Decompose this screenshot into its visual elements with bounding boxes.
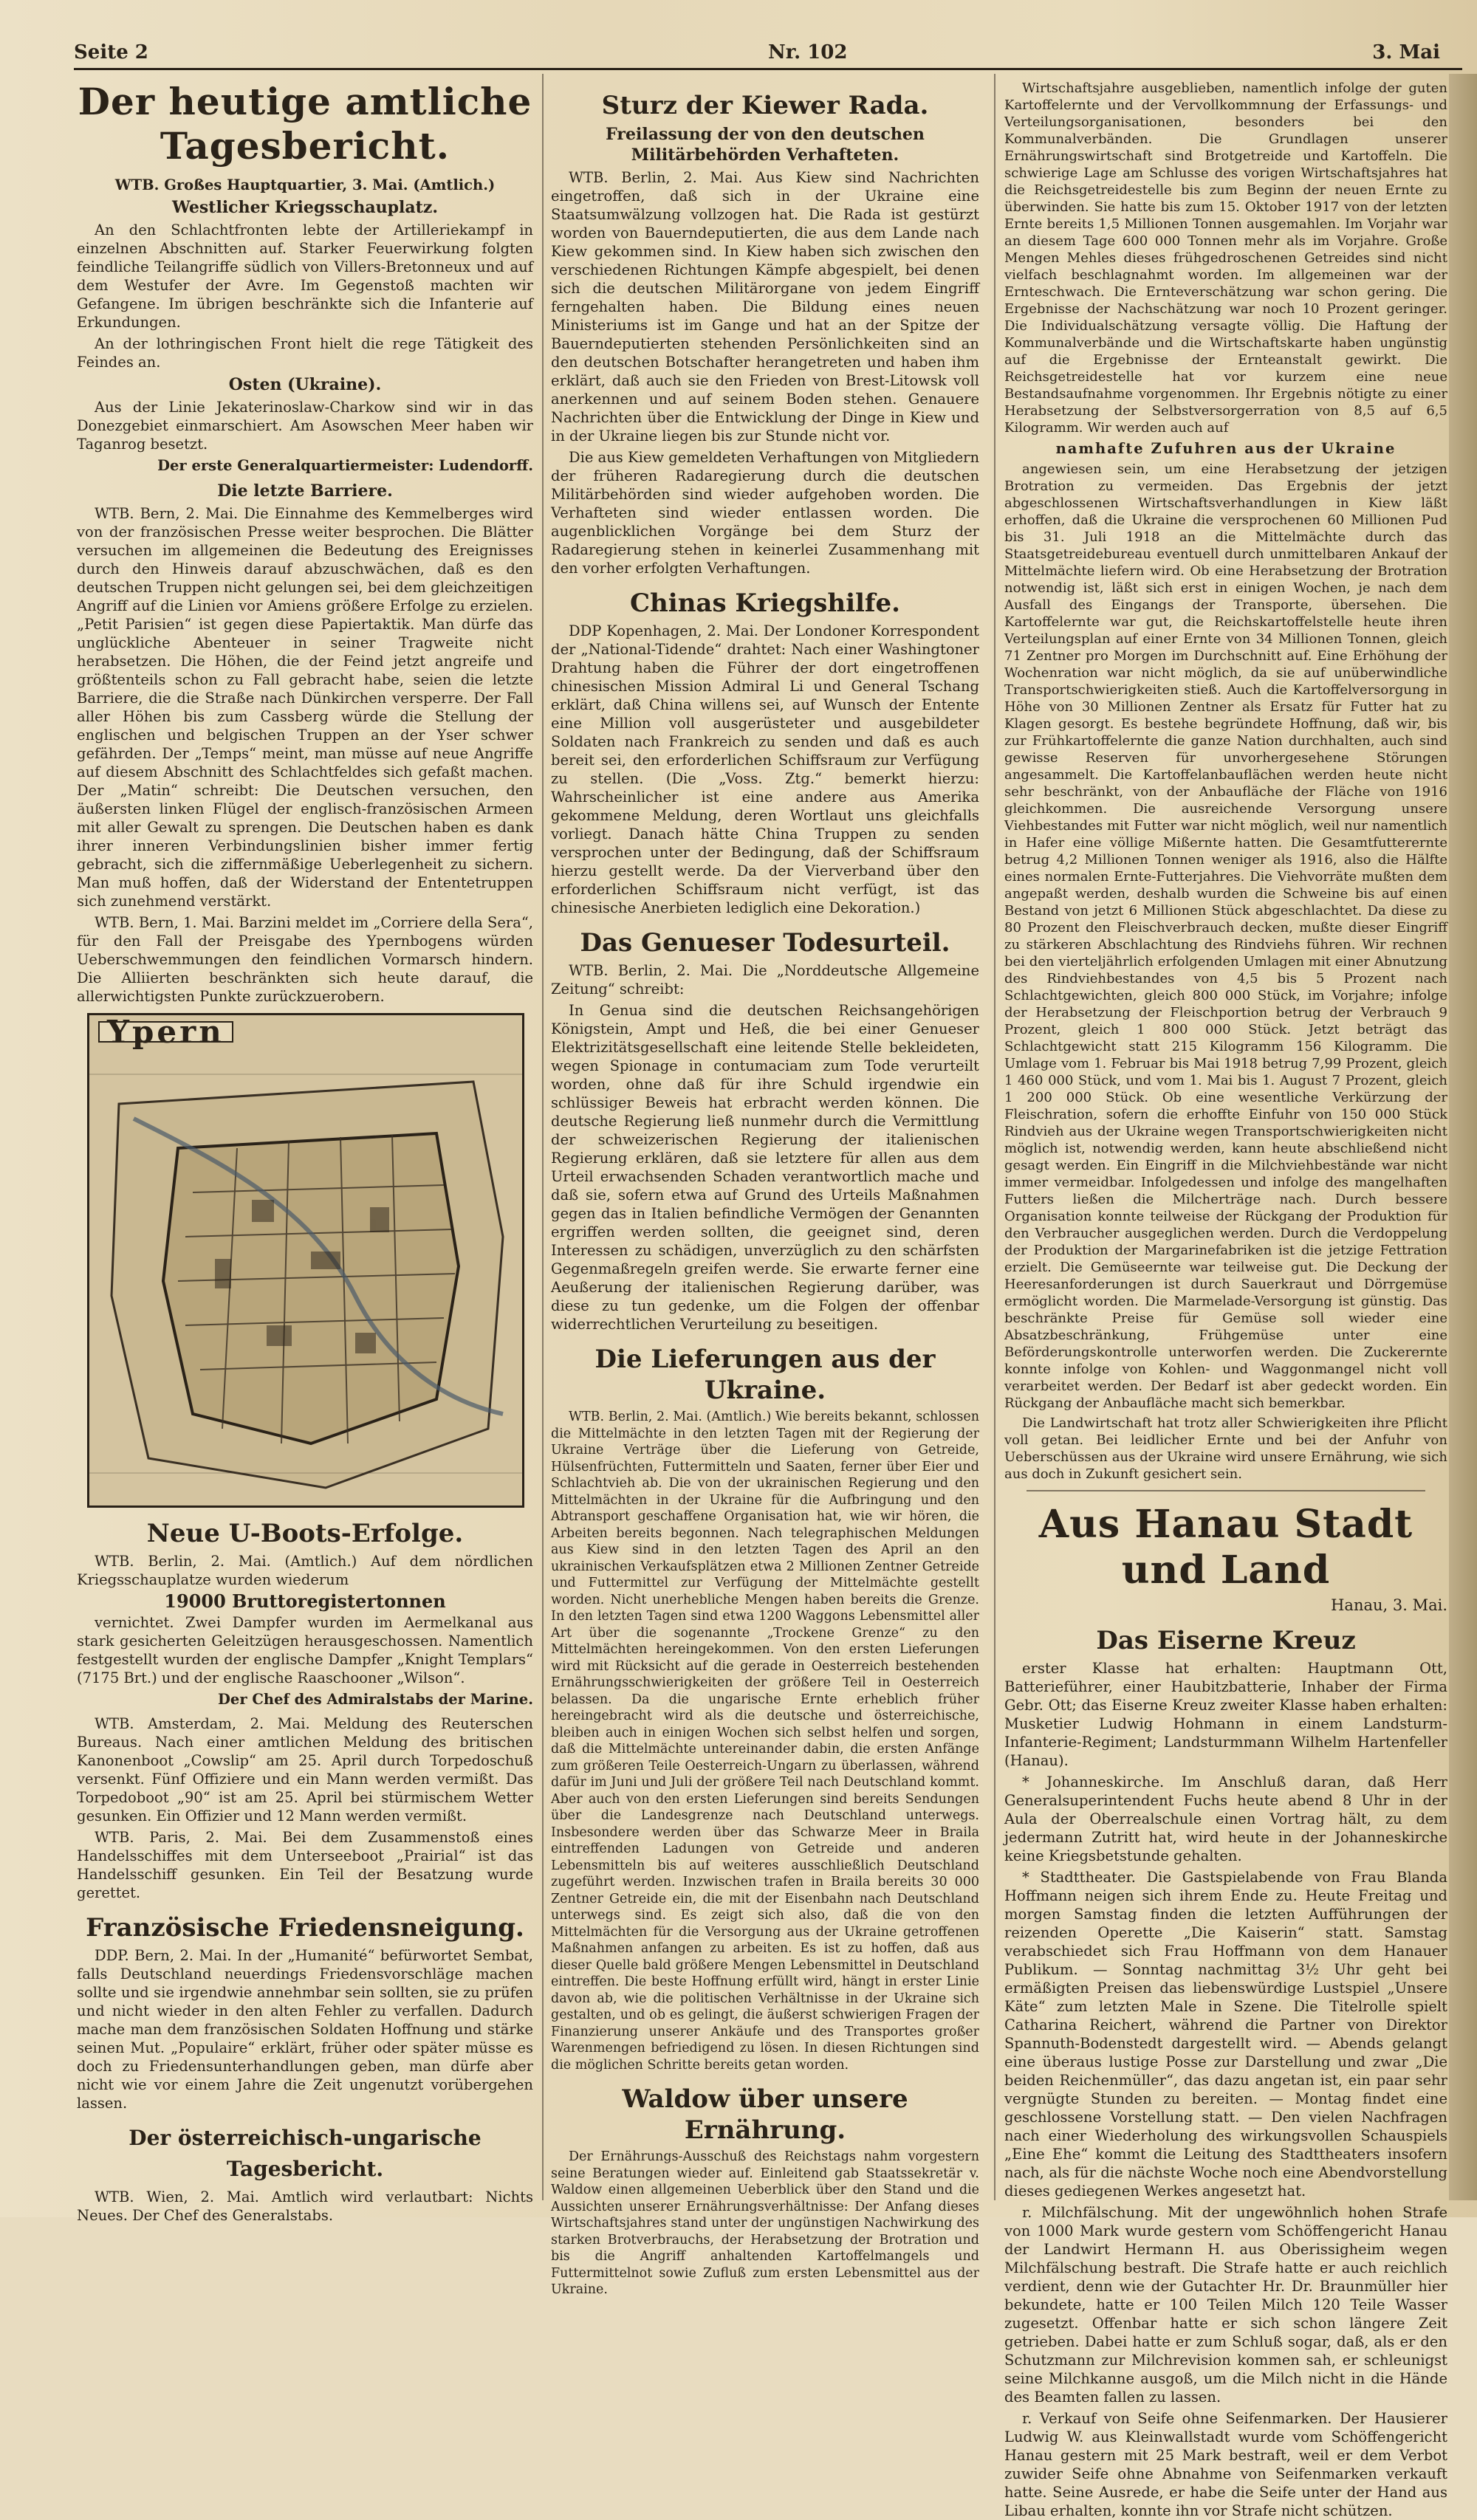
signature: Der erste Generalquartiermeister: Ludendorff. xyxy=(157,457,533,474)
article-text: WTB. Berlin, 2. Mai. Aus Kiew sind Nachrichten eingetroffen, daß sich in der Ukraine eine Staatsumwälzung vollzogen hat. Die Rada ist gestürzt worden von Bauerndeputierten, die aus dem Lande nach Kiew gekommen sind. In Kiew haben sich zwischen den verschiedenen Richtungen Kämpfe abgespielt, bei denen sich die deutschen Militärorgane von jedem Eingriff ferngehalten haben. Die Bildung eines neuen Ministeriums ist im Gange und hat an der Spitze der Bauerndeputierten stehenden Persönlichkeiten sind an den deutschen Botschafter herangetreten und haben ihm erklärt, daß auch sie den Frieden von Brest-Litowsk voll anerkennen und auf seinem Boden stehen. Genauere Nachrichten über die Entwicklung der Dinge in Kiew und in der Ukraine liegen bis zur Stunde nicht vor. xyxy=(551,169,979,444)
section-heading-west: Westlicher Kriegsschauplatz. xyxy=(172,198,438,217)
section-heading-barrier: Die letzte Barriere. xyxy=(217,481,393,501)
city-map-drawing xyxy=(89,1015,522,1506)
tonnage-highlight: 19000 Bruttoregistertonnen xyxy=(164,1590,446,1612)
article-text: WTB. Bern, 1. Mai. Barzini meldet im „Corriere della Sera“, für den Fall der Preisgabe des Ypernbogens würden Ueberschwemmungen den feindlichen Vormarsch hindern. Die Alliierten beschränkten sich heute darauf, die allerwichtigsten Punkte zurückzuerobern. xyxy=(77,914,533,1005)
local-news-title: Aus Hanau Stadt und Land xyxy=(1038,1502,1413,1593)
article-text: * Johanneskirche. Im Anschluß daran, daß Herr Generalsuperintendent Fuchs heute abend 8 Uhr in der Aula der Oberrealschule einen Vortrag hält, zu dem jedermann Zutritt hat, wird heute in der Johanneskirche keine Kriegsbetstunde gehalten. xyxy=(1004,1774,1447,1864)
map-title: Ypern xyxy=(98,1021,233,1043)
article-text: Wirtschaftsjahre ausgeblieben, namentlich infolge der guten Kartoffelernte und der Vervollkommnung der Erfassungs- und Verteilungsorganisationen, besonders bei den Kommunalverbänden. Die Grundlagen unserer Ernährungswirtschaft sind Brotgetreide und Kartoffeln. Die schwierige Lage am Schlusse des vorigen Wirtschaftsjahres hat die Reichsgetreidestelle bis zum Beginn der neuen Ernte zu überwinden. Sie hatte bis zum 15. Oktober 1917 von der letzten Ernte bereits 1,5 Millionen Tonnen ausgemahlen. Im Vorjahr war an diesem Tage 600 000 Tonnen mehr als im Vorjahre. Große Mengen Mehles dieses frühgedroschenen Getreides sind nicht vielfach beschlagnahmt worden. Im allgemeinen war der Ernteschwach. Die Ernteverschätzung war schon gering. Die Ergebnisse der Nachschätzung war noch 10 Prozent geringer. Die Individualschätzung versagte völlig. Die Haftung der Kommunalverbände und die Wirtschaftskarte haben ungünstig auf die Ergebnisse der Ernteanstalt gewirkt. Die Reichsgetreidestelle hat vor kurzem eine neue Bestandsaufnahme vorgenommen. Ihr Ergebnis nötigte zu einer Herabsetzung der Selbstversorgerration von 8,5 auf 6,5 Kilogramm. Wir werden auch auf xyxy=(1004,80,1447,436)
page-edge xyxy=(1449,74,1477,2200)
article-text: WTB. Berlin, 2. Mai. Die „Norddeutsche Allgemeine Zeitung“ schreibt: xyxy=(551,962,979,998)
article-text: In Genua sind die deutschen Reichsangehörigen Königstein, Ampt und Heß, die bei einer Genueser Elektrizitätsgesellschaft eine leitende Stelle bekleideten, wegen Spionage in contumaciam zum Tode verurteilt worden, ohne daß für ihre Schuld irgendwie ein schlüssiger Beweis hat erbracht werden können. Die deutsche Regierung ließ nunmehr durch die Vermittlung der schweizerischen Regierung der italienischen Regierung erklären, daß sie letztere für allen aus dem Urteil erwachsenden Schaden verantwortlich mache und daß sie, sofern etwa auf Grund des Urteils Maßnahmen gegen das in Italien befindliche Vermögen der Genannten ergriffen werden sollten, die geeignet sind, deren Interessen zu schädigen, unverzüglich zu den schärfsten Gegenmaßregeln greifen werde. Sie erwarte ferner eine Aeußerung der italienischen Regierung darüber, was diese zu tun gedenke, um die Folgen der offenbar widerrechtlichen Verurteilung zu beseitigen. xyxy=(551,1002,979,1333)
section-heading-china: Chinas Kriegshilfe. xyxy=(630,588,900,618)
section-heading-austria: Der österreichisch-ungarische Tagesbericht. xyxy=(128,2126,482,2181)
column-divider xyxy=(994,74,995,2200)
report-dateline: WTB. Großes Hauptquartier, 3. Mai. (Amtlich.) xyxy=(114,176,496,193)
article-text: vernichtet. Zwei Dampfer wurden im Aermelkanal aus stark gesicherten Geleitzügen herausgeschossen. Namentlich festgestellt wurden der englische Dampfer „Knight Templars“ (7175 Brt.) und der englische Raaschooner „Wilson“. xyxy=(77,1614,533,1686)
article-text: WTB. Paris, 2. Mai. Bei dem Zusammenstoß eines Handelsschiffes mit dem Unterseeboot „Prairial“ ist das Handelsschiff gesunken. Ein Teil der Besatzung wurde gerettet. xyxy=(77,1829,533,1901)
article-text: r. Milchfälschung. Mit der ungewöhnlich hohen Strafe von 1000 Mark wurde gestern vom Schöffengericht Hanau der Landwirt Hermann H. aus Oberissigheim wegen Milchfälschung bestraft. Die Strafe hatte er auch reichlich verdient, denn wie der Gutachter Hr. Dr. Braunmüller hier bekundete, hatte er 100 Teilen Milch 120 Teile Wasser zugesetzt. Offenbar hatte er sich schon längere Zeit getrieben. Dabei hatte er zum Schluß sogar, daß, als er den Schutzmann zur Milchrevision kommen sah, er schleunigst seine Milchkanne ausgoß, um die Milch nicht in die Hände des Beamten fallen zu lassen. xyxy=(1004,2204,1447,2406)
article-text: Aus der Linie Jekaterinoslaw-Charkow sind wir in das Donezgebiet einmarschiert. Am Asowschen Meer haben wir Taganrog besetzt. xyxy=(77,399,533,453)
emphasis-line: namhafte Zufuhren aus der Ukraine xyxy=(1055,440,1397,457)
section-heading-east: Osten (Ukraine). xyxy=(228,375,382,394)
column-divider xyxy=(542,74,544,2200)
section-heading-kreuz: Das Eiserne Kreuz xyxy=(1096,1626,1356,1655)
column-middle xyxy=(551,80,979,2297)
article-text: r. Verkauf von Seife ohne Seifenmarken. Der Hausierer Ludwig W. aus Kleinwallstadt wurde vom Schöffengericht Hanau gestern mit 25 Mark bestraft, weil er dem Verbot zuwider Seife ohne Abnahme von Seifenmarken verkauft hatte. Seine Ausrede, er habe die Seife unter der Hand aus Libau erhalten, konnte ihn vor Strafe nicht schützen. xyxy=(1004,2410,1447,2519)
article-text: An der lothringischen Front hielt die rege Tätigkeit des Feindes an. xyxy=(77,335,533,371)
issue-number: Nr. 102 xyxy=(768,41,848,63)
section-heading-ukraine: Die Lieferungen aus der Ukraine. xyxy=(594,1345,936,1405)
article-text: WTB. Amsterdam, 2. Mai. Meldung des Reuterschen Bureaus. Nach einer amtlichen Meldung des britischen Kanonenboot „Cowslip“ am 25. April durch Torpedoschuß versenkt. Fünf Offiziere und ein Mann werden vermißt. Das Torpedoboot „90“ ist am 25. April bei stürmischem Wetter gesunken. Ein Offizier und 12 Mann werden vermißt. xyxy=(77,1715,533,1824)
section-heading-peace: Französische Friedensneigung. xyxy=(86,1913,524,1943)
article-text: WTB. Bern, 2. Mai. Die Einnahme des Kemmelberges wird von der französischen Presse weiter besprochen. Die Blätter versuchen im allgemeinen die Bedeutung des Ereignisses durch den Hinweis darauf abzuschwächen, daß es den deutschen Truppen nicht gelungen sei, bei dem gleichzeitigen Angriff auf die Linien vor Amiens größere Erfolge zu erzielen. „Petit Parisien“ ist gegen diese Papiertaktik. Man dürfe das unglückliche Abenteuer in seiner Tragweite nicht herabsetzen. Die Höhen, die der Feind jetzt angreife und größtenteils schon zu Fall gebracht habe, seien die letzte Barriere, die die Straße nach Dünkirchen versperre. Der Fall aller Höhen bis zum Cassberg würde die Stellung der englischen und belgischen Truppen an der Yser schwer gefährden. Der „Temps“ meint, man müsse auf neue Angriffe auf diesem Abschnitt des Schlachtfeldes sich gefaßt machen. Der „Matin“ schreibt: Die Deutschen versuchen, den äußersten linken Flügel der englisch-französischen Armeen mit aller Gewalt zu sprengen. Die Deutschen haben es dank ihrer inneren Verbindungslinien bisher immer fertig gebracht, sich die ziffernmäßige Ueberlegenheit zu sichern. Man muß hoffen, daß der Widerstand der Ententetruppen sich zunehmend verstärkt. xyxy=(77,505,533,910)
page-header xyxy=(74,38,1462,70)
page-number: Seite 2 xyxy=(74,41,148,63)
article-text: WTB. Berlin, 2. Mai. (Amtlich.) Auf dem nördlichen Kriegsschauplatze wurden wiederum xyxy=(77,1553,533,1588)
article-text: erster Klasse hat erhalten: Hauptmann Ott, Batterieführer, einer Haubitzbatterie, Inhaber der Firma Gebr. Ott; das Eiserne Kreuz zweiter Klasse haben erhalten: Musketier Ludwig Hohmann in einem Landsturm-Infanterie-Regiment; Landsturmmann Wilhelm Hartenfeller (Hanau). xyxy=(1004,1660,1447,1769)
signature: Der Chef des Admiralstabs der Marine. xyxy=(218,1691,533,1708)
section-heading-genua: Das Genueser Todesurteil. xyxy=(580,928,950,958)
ypern-map xyxy=(87,1013,524,1508)
section-heading-waldow: Waldow über unsere Ernährung. xyxy=(622,2084,908,2145)
article-text: WTB. Berlin, 2. Mai. (Amtlich.) Wie bereits bekannt, schlossen die Mittelmächte in den letzten Tagen mit der Regierung der Ukraine Verträge über die Lieferung von Getreide, Hülsenfrüchten, Futtermitteln und Saaten, ferner über Eier und Schlachtvieh ab. Die von der ukrainischen Regierung und den Mittelmächten in der Ukraine für die Aufbringung und den Abtransport geschaffene Organisation hat, wie wir hören, die Arbeiten bereits begonnen. Nach telegraphischen Meldungen aus Kiew sind in den letzten Tagen des April an den ukrainischen Verkaufsplätzen etwa 2 Millionen Zentner Getreide und Futtermittel zur Verfügung der Mittelmächte gestellt worden. Nicht unerhebliche Mengen haben bereits die Grenze. In den letzten Tagen sind etwa 1200 Waggons Lebensmittel aller Art über die sogenannte „Trockene Grenze“ zu den Mittelmächten hereingekommen. Von den ersten Lieferungen wird mit Rücksicht auf die gerade in Oesterreich bestehenden Ernährungsschwierigkeiten der größere Teil in Oesterreich belassen. Da die ungarische Ernte erheblich früher hereingebracht wird als die deutsche und österreichische, bleiben auch in einigen Wochen sich selbst helfen und sorgen, daß die Mittelmächte untereinander dabin, die ersten Anfänge zum größeren Teile Oesterreich-Ungarn zu überlassen, während dafür im Juni und Juli der größere Teil nach Deutschland kommt. Aber auch von den ersten Lieferungen sind bereits Sendungen über die Landesgrenze nach Deutschland unterwegs. Insbesondere werden über das Schwarze Meer in Braila eintreffenden Ladungen von Getreide und anderen Lebensmitteln bis auf weiteres ausschließlich Deutschland zugeführt werden. Inzwischen trafen in Braila bereits 30 000 Zentner Getreide ein, die mit der Eisenbahn nach Deutschland unterwegs sind. Es zeigt sich also, daß die von den Mittelmächten für die Versorgung aus der Ukraine getroffenen Maßnahmen anfangen zu arbeiten. Es ist zu hoffen, daß aus dieser Quelle bald größere Mengen Lebensmittel in Deutschland eintreffen. Die beste Hoffnung erfüllt wird, hängt in erster Linie davon ab, wie die politischen Verhältnisse in der Ukraine sich gestalten, und ob es gelingt, die äußerst schwierigen Fragen der Finanzierung unserer Ankäufe und des Transportes großer Warenmengen befriedigend zu lösen. In diesen Richtungen sind die möglichen Schritte bereits getan worden. xyxy=(551,1410,979,2073)
section-separator xyxy=(1027,1490,1425,1491)
section-heading-rada: Sturz der Kiewer Rada. xyxy=(601,91,929,120)
article-text: Die Landwirtschaft hat trotz aller Schwierigkeiten ihre Pflicht voll getan. Bei leidlicher Ernte und bei der Anfuhr von Ueberschüssen aus der Ukraine wird unsere Ernährung, wie sich aus doch in Zukunft gesichert sein. xyxy=(1004,1415,1447,1482)
article-text: Der Ernährungs-Ausschuß des Reichstags nahm vorgestern seine Beratungen wieder auf. Einleitend gab Staatssekretär v. Waldow einen allgemeinen Ueberblick über den Stand und die Aussichten unserer Ernährungsverhältnisse: Der Anfang dieses Wirtschaftsjahres stand unter der ungünstigen Nachwirkung des starken Brotverbrauchs, der Herabsetzung der Brotration und bis die Angriff anhaltenden Kartoffelmangels und Futtermittelnot sowie Zufluß zum ersten Lebensmittel aus der Ukraine. xyxy=(551,2149,979,2297)
section-heading-uboot: Neue U-Boots-Erfolge. xyxy=(146,1519,464,1548)
article-text: WTB. Wien, 2. Mai. Amtlich wird verlautbart: Nichts Neues. Der Chef des Generalstabs. xyxy=(77,2188,533,2224)
local-dateline: Hanau, 3. Mai. xyxy=(1331,1596,1447,1614)
article-text: DDP Kopenhagen, 2. Mai. Der Londoner Korrespondent der „National-Tidende“ drahtet: Nach einer Washingtoner Drahtung haben die Führer der dort eingetroffenen chinesischen Mission Admiral Li und General Tschang erklärt, daß China willens sei, auf Wunsch der Entente eine Million voll ausgerüsteter und ausgebildeter Soldaten nach Frankreich zu senden und daß es auch bereit sei, den erforderlichen Schiffsraum zur Verfügung zu stellen. (Die „Voss. Ztg.“ bemerkt hierzu: Wahrscheinlicher ist eine andere aus Amerika gekommene Meldung, deren Wortlaut uns gleichfalls vorliegt. Danach hätte China Truppen zu senden versprochen unter der Bedingung, daß der Schiffsraum hierzu gestellt werde. Da der Vierverband über den erforderlichen Schiffsraum nicht verfügt, ist das chinesische Anerbieten lediglich eine Dekoration.) xyxy=(551,622,979,916)
main-headline: Der heutige amtliche Tagesbericht. xyxy=(78,80,532,168)
article-text: Die aus Kiew gemeldeten Verhaftungen von Mitgliedern der früheren Radaregierung durch die deutschen Militärbehörden sind wieder aufgehoben worden. Die Verhafteten sind wieder entlassen worden. Die augenblicklichen Vorgänge bei dem Sturz der Radaregierung stehen in keinerlei Zusammenhang mit den vorher erfolgten Verhaftungen. xyxy=(551,449,979,577)
section-subheading-rada: Freilassung der von den deutschen Militärbehörden Verhafteten. xyxy=(606,125,925,165)
column-left xyxy=(77,80,533,2224)
column-right xyxy=(1004,80,1447,2519)
page-date: 3. Mai xyxy=(1372,41,1440,63)
article-text: * Stadttheater. Die Gastspielabende von Frau Blanda Hoffmann neigen sich ihrem Ende zu. Heute Freitag und morgen Samstag finden die letzten Aufführungen der reizenden Operette „Die Kaiserin“ statt. Samstag verabschiedet sich Frau Hoffmann von dem Hanauer Publikum. — Sonntag nachmittag 3½ Uhr geht bei ermäßigten Preisen das liebenswürdige Lustspiel „Unsere Käte“ zum letzten Male in Szene. Die Titelrolle spielt Catharina Reichert, während die Partner von Direktor Spannuth-Bodenstedt dargestellt wird. — Abends gelangt eine überaus lustige Posse zur Darstellung und zwar „Die beiden Reichenmüller“, das dazu angetan ist, ein paar sehr vergnügte Stunden zu bereiten. — Montag findet eine geschlossene Vorstellung statt. — Den vielen Nachfragen nach einer Wiederholung des wirkungsvollen Schauspiels „Eine Ehe“ kommt die Leitung des Stadttheaters insofern nach, als für die nächste Woche noch eine Abendvorstellung dieses gediegenen Werkes angesetzt hat. xyxy=(1004,1869,1447,2200)
article-text: DDP. Bern, 2. Mai. In der „Humanité“ befürwortet Sembat, falls Deutschland neuerdings Friedensvorschläge machen sollte und sie irgendwie annehmbar sein sollten, sie zu prüfen und nicht wieder in den alten Fehler zu verfallen. Dadurch mache man dem französischen Soldaten Hoffnung und stärke seinen Mut. „Populaire“ erklärt, früher oder später müsse es doch zu Friedensunterhandlungen geben, man dürfe aber nicht wie vor einem Jahre die Zeit ungenutzt vorübergehen lassen. xyxy=(77,1947,533,2112)
article-text: angewiesen sein, um eine Herabsetzung der jetzigen Brotration zu vermeiden. Das Ergebnis der jetzt abgeschlossenen Wirtschaftsverhandlungen in Kiew läßt erhoffen, daß die Ukraine die versprochenen 60 Millionen Pud bis 31. Juli 1918 an die Mittelmächte durch das Staatsgetreidebureau eventuell durch unmittelbaren Ankauf der Mittelmächte liefern wird. Ob eine Herabsetzung der Brotration notwendig ist, läßt sich erst in einigen Wochen, je nach dem Ausfall des Eingangs der Transporte, übersehen. Die Kartoffelernte war gut, die Reichskartoffelstelle heute ihren Verteilungsplan auf einer Ernte von 34 Millionen Tonnen, gleich 71 Zentner pro Morgen im Durchschnitt auf. Eine Erhöhung der Wochenration war nicht möglich, da sie auf unüberwindliche Transportschwierigkeiten stieß. Auch die Kartoffelversorgung in Höhe von 30 Millionen Zentner als Ersatz für Futter hat zu Klagen gesorgt. Es bestehe begründete Hoffnung, daß wir, bis zur Frühkartoffelernte die ganze Nation durchhalten, auch sind gewisse Reserven für unvorhergesehene Störungen angesammelt. Die Kartoffelanbauflächen werden heute nicht sehr beschränkt, von der Anbaufläche der Fläche von 1916 gleichkommen. Die ausreichende Versorgung unsere Viehbestandes mit Futter war nicht möglich, weil nur namentlich in Hafer eine völlige Mißernte hatten. Die Gesamtfutterernte betrug 4,2 Millionen Tonnen weniger als 1916, also die Hälfte eines normalen Ernte-Futterjahres. Die Viehvorräte mußten dem angepaßt werden, deshalb wurden die Schweine bis auf einen Bestand von jetzt 6 Millionen Stück abgeschlachtet. Da diese zu 80 Prozent den Fleischverbrauch decken, mußte dieser Eingriff zu stärkeren Abschlachtung des Rindviehs führen. Wir rechnen bei den vierteljährlich erfolgenden Umlagen mit einer Abnutzung des Rindviehbestandes von 4,5 bis 5 Prozent nach Schlachtgewichten, gleich 800 000 Stück, im Vorjahre; infolge der Herabsetzung der Fleischportion betrug der Verbrauch 9 Prozent, gleich 1 800 000 Stück. Jetzt beträgt das Schlachtgewicht statt 215 Kilogramm 156 Kilogramm. Die Umlage vom 1. Februar bis Mai 1918 betrug 7,99 Prozent, gleich 1 460 000 Stück, und vom 1. Mai bis 1. August 7 Prozent, gleich 1 200 000 Stück. Ob eine wesentliche Verkürzung der Fleischration, sofern die erhoffte Einfuhr von 150 000 Stück Rindvieh aus der Ukraine wegen Transportschwierigkeiten nicht möglich ist, notwendig werden, kann heute abschließend nicht gesagt werden. Ein Eingriff in die Milchviehbestände war nicht immer vermeidbar. Infolgedessen und infolge des mangelhaften Futters ließen die Milcherträge nach. Durch bessere Organisation konnte teilweise der Rückgang der Produktion für den Verbraucher ausgeglichen werden. Durch die Verdoppelung der Produktion der Margarinefabriken ist die jetzige Fettration erzielt. Die Gemüseernte war teilweise gut. Die Deckung der Heeresanforderungen ist durch Sauerkraut und Dörrgemüse ermöglicht worden. Die Marmelade-Versorgung ist günstig. Das beschränkte Preise für Gemüse soll wieder eine Absatzbeschränkung, Frühgemüse unter eine Beförderungskontrolle unterworfen werden. Die Zuckerernte konnte infolge von Kohlen- und Waggonmangel nicht voll verarbeitet werden. Der Bedarf ist aber gedeckt worden. Ein Rückgang der Anbaufläche macht sich bemerkbar. xyxy=(1004,461,1447,1411)
article-text: An den Schlachtfronten lebte der Artilleriekampf in einzelnen Abschnitten auf. Starker Feuerwirkung folgten feindliche Teilangriffe südlich von Villers-Bretonneux und auf dem Westufer der Avre. Im Gegenstoß machten wir Gefangene. Im übrigen beschränkte sich die Infanterie auf Erkundungen. xyxy=(77,222,533,331)
